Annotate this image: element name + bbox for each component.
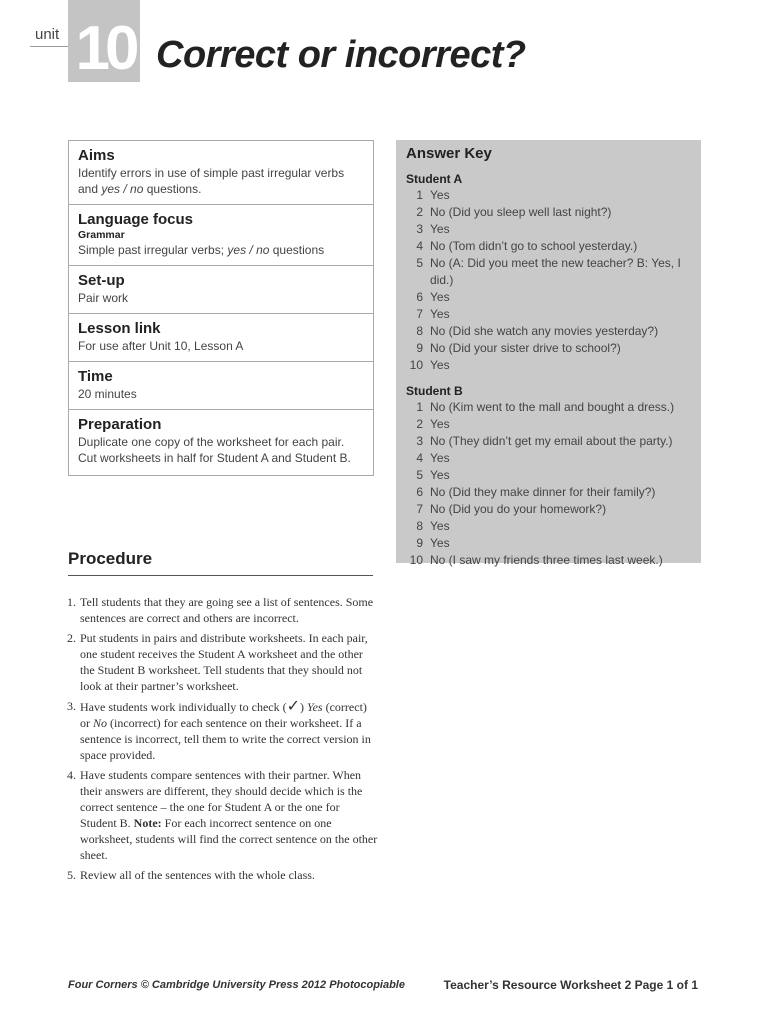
student-b-label: Student B — [406, 384, 463, 398]
answer-number: 3 — [416, 222, 423, 236]
answer-item — [406, 450, 691, 467]
aims-text-italic: yes / no — [101, 182, 144, 196]
answer-number: 2 — [416, 205, 423, 219]
answer-text: Yes — [430, 417, 450, 431]
student-a-answer-list — [406, 187, 691, 374]
lesson-link-section — [69, 314, 373, 362]
answer-text: No (Kim went to the mall and bought a dress.) — [430, 400, 675, 414]
step-4-text-pre: Have students compare sentences with their partner. When their answers are different, they should decide which is the correct sentence – the one for Student A or the one for Student B. — [80, 768, 363, 830]
answer-item — [406, 187, 691, 204]
step-3-yes-word: Yes — [307, 700, 323, 714]
unit-divider — [30, 46, 70, 47]
answer-number: 8 — [416, 324, 423, 338]
procedure-step-text — [80, 698, 379, 763]
checkmark-icon: ✓ — [286, 696, 301, 715]
setup-text: Pair work — [78, 291, 129, 305]
answer-text: No (A: Did you meet the new teacher? B: Yes, I did.) — [430, 256, 681, 287]
language-focus-heading: Language focus — [78, 211, 194, 228]
unit-number: 10 — [75, 14, 135, 83]
student-a-label: Student A — [406, 172, 463, 186]
procedure-step-text: Review all of the sentences with the whole class. — [80, 868, 315, 882]
aims-text — [78, 165, 364, 197]
grammar-subheading: Grammar — [78, 229, 125, 241]
time-text: 20 minutes — [78, 387, 137, 401]
answer-text: Yes — [430, 536, 450, 550]
procedure-step-number: 5. — [67, 868, 76, 882]
answer-text: Yes — [430, 188, 450, 202]
answer-text: Yes — [430, 307, 450, 321]
answer-number: 9 — [416, 536, 423, 550]
setup-section — [69, 266, 373, 314]
answer-text: No (Did your sister drive to school?) — [430, 341, 621, 355]
answer-text: No (They didn’t get my email about the party.) — [430, 434, 673, 448]
language-focus-text-italic: yes / no — [227, 243, 270, 257]
aims-text-post: questions. — [143, 182, 202, 196]
answer-item — [406, 433, 691, 450]
answer-text: Yes — [430, 519, 450, 533]
answer-text: Yes — [430, 290, 450, 304]
answer-number: 4 — [416, 239, 423, 253]
aims-section — [69, 141, 373, 205]
answer-item — [406, 340, 691, 357]
procedure-step-3 — [67, 698, 379, 763]
answer-text: No (I saw my friends three times last week.) — [430, 553, 663, 567]
answer-item — [406, 204, 691, 221]
step-4-note-label: Note: — [133, 816, 162, 830]
answer-number: 10 — [409, 358, 423, 372]
answer-item — [406, 467, 691, 484]
answer-text: Yes — [430, 451, 450, 465]
step-3-text-post: (incorrect) for each sentence on their worksheet. If a sentence is incorrect, tell them to write the correct version in space provided. — [80, 716, 371, 762]
answer-item — [406, 501, 691, 518]
answer-text: Yes — [430, 468, 450, 482]
answer-item — [406, 416, 691, 433]
time-heading: Time — [78, 368, 113, 385]
answer-number: 10 — [409, 553, 423, 567]
answer-number: 2 — [416, 417, 423, 431]
answer-number: 3 — [416, 434, 423, 448]
answer-key-title: Answer Key — [406, 145, 492, 162]
answer-number: 6 — [416, 485, 423, 499]
procedure-step-number: 3. — [67, 699, 76, 713]
procedure-heading: Procedure — [68, 549, 153, 568]
procedure-step-number: 1. — [67, 595, 76, 609]
step-3-text-mid1: ) — [300, 700, 308, 714]
procedure-step-text: Put students in pairs and distribute worksheets. In each pair, one student receives the Student A worksheet and the other the Student B worksheet. Tell students that they should not look at their partner’s worksheet. — [80, 631, 368, 693]
language-focus-text — [78, 242, 364, 258]
procedure-step-text — [80, 767, 379, 863]
answer-text: No (Did you do your homework?) — [430, 502, 607, 516]
procedure-list — [67, 594, 379, 887]
answer-text: No (Tom didn’t go to school yesterday.) — [430, 239, 638, 253]
aims-heading: Aims — [78, 147, 115, 164]
time-section — [69, 362, 373, 410]
procedure-step-number: 4. — [67, 768, 76, 782]
unit-label: unit — [35, 26, 60, 43]
answer-item — [406, 323, 691, 340]
step-3-no-word: No — [93, 716, 108, 730]
answer-text: Yes — [430, 358, 450, 372]
answer-text: No (Did they make dinner for their family?) — [430, 485, 656, 499]
preparation-text: Duplicate one copy of the worksheet for each pair. Cut worksheets in half for Student A and Student B. — [78, 435, 351, 465]
answer-number: 1 — [416, 400, 423, 414]
procedure-step-5 — [67, 867, 379, 883]
answer-item — [406, 289, 691, 306]
answer-item — [406, 399, 691, 416]
answer-number: 6 — [416, 290, 423, 304]
answer-number: 9 — [416, 341, 423, 355]
procedure-step-4 — [67, 767, 379, 863]
answer-number: 5 — [416, 468, 423, 482]
language-focus-section — [69, 205, 373, 266]
answer-text: Yes — [430, 222, 450, 236]
answer-number: 5 — [416, 256, 423, 270]
answer-number: 7 — [416, 502, 423, 516]
answer-number: 7 — [416, 307, 423, 321]
answer-number: 1 — [416, 188, 423, 202]
procedure-step-1 — [67, 594, 379, 626]
answer-item — [406, 221, 691, 238]
answer-item — [406, 357, 691, 374]
lesson-link-heading: Lesson link — [78, 320, 161, 337]
procedure-step-number: 2. — [67, 631, 76, 645]
answer-text: No (Did you sleep well last night?) — [430, 205, 612, 219]
step-3-text-mid2: (correct) or — [80, 700, 367, 730]
answer-item — [406, 306, 691, 323]
language-focus-text-pre: Simple past irregular verbs; — [78, 243, 228, 257]
answer-item — [406, 552, 691, 569]
procedure-step-2 — [67, 630, 379, 694]
page-title: Correct or incorrect? — [156, 34, 526, 76]
lesson-info-box — [68, 140, 374, 476]
aims-text-pre: Identify errors in use of simple past irregular verbs and — [78, 166, 345, 196]
answer-item — [406, 255, 691, 289]
answer-item — [406, 535, 691, 552]
step-3-text-pre: Have students work individually to check ( — [80, 700, 287, 714]
answer-item — [406, 238, 691, 255]
answer-text: No (Did she watch any movies yesterday?) — [430, 324, 659, 338]
footer-page-info: Teacher’s Resource Worksheet 2 Page 1 of 1 — [443, 978, 698, 992]
answer-item — [406, 484, 691, 501]
procedure-step-text: Tell students that they are going see a list of sentences. Some sentences are correct and others are incorrect. — [80, 595, 374, 625]
setup-heading: Set-up — [78, 272, 125, 289]
preparation-heading: Preparation — [78, 416, 162, 433]
answer-item — [406, 518, 691, 535]
preparation-section — [69, 410, 373, 475]
step-4-text-post: For each incorrect sentence on one worksheet, students will find the correct sentence on the other sheet. — [80, 816, 378, 862]
answer-key-panel — [396, 140, 701, 567]
lesson-link-text: For use after Unit 10, Lesson A — [78, 339, 244, 353]
answer-number: 8 — [416, 519, 423, 533]
answer-number: 4 — [416, 451, 423, 465]
student-b-answer-list — [406, 399, 691, 569]
procedure-divider — [68, 575, 373, 576]
footer-copyright: Four Corners © Cambridge University Press 2012 Photocopiable — [68, 979, 405, 991]
language-focus-text-post: questions — [269, 243, 325, 257]
